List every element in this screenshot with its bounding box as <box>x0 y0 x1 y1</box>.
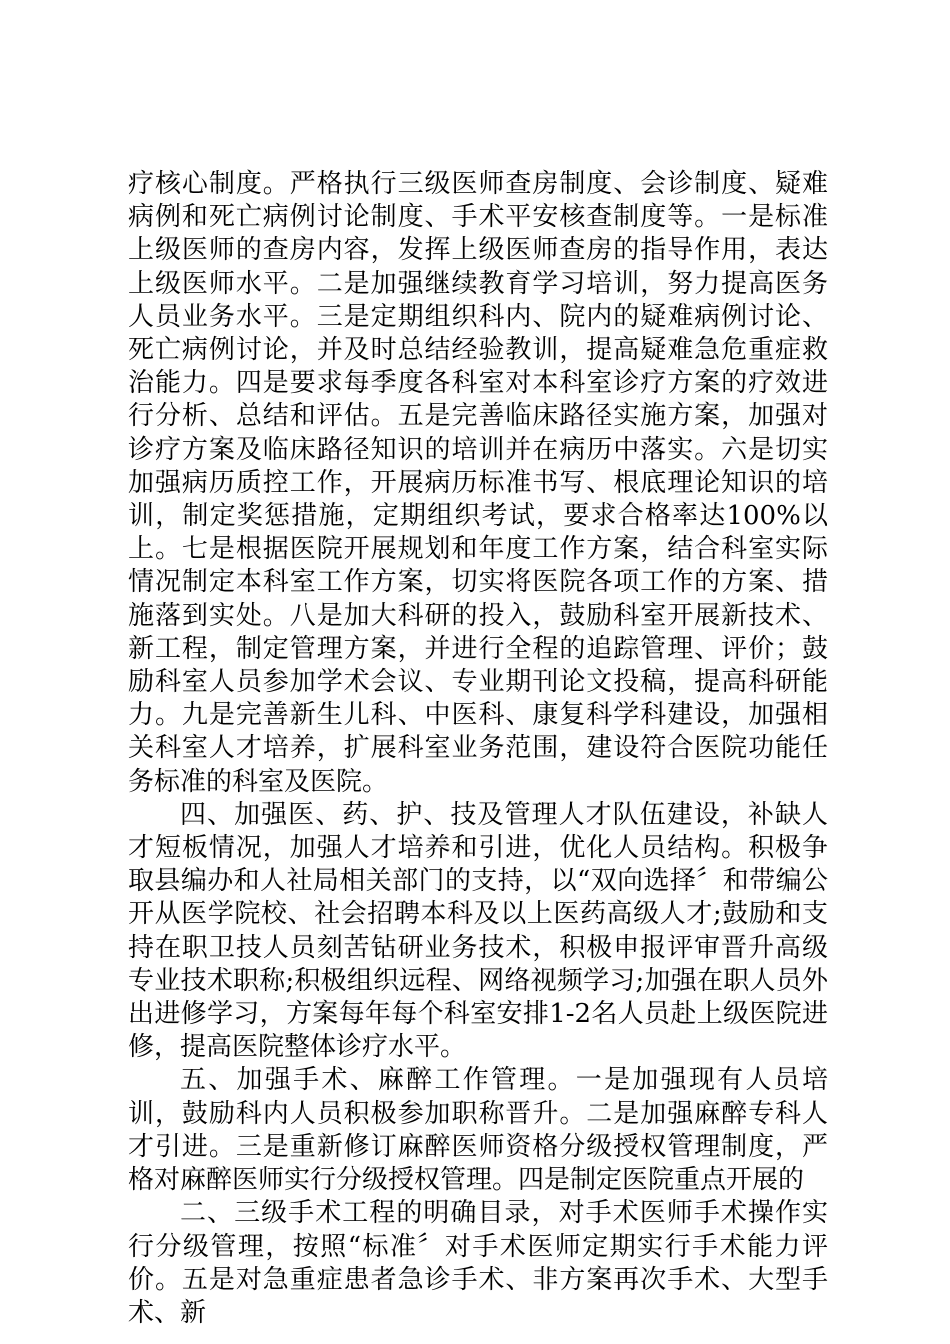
paragraph-surgery-anesthesia: 五、加强手术、麻醉工作管理。一是加强现有人员培训，鼓励科内人员积极参加职称晋升。二是加强麻醉专科人才引进。三是重新修订麻醉医师资格分级授权管理制度，严格对麻醉医师实行分级授权管理。四是制定医院重点开展的 <box>128 1065 828 1196</box>
document-body <box>128 168 828 1330</box>
paragraph-core-systems: 疗核心制度。严格执行三级医师查房制度、会诊制度、疑难病例和死亡病例讨论制度、手术平安核查制度等。一是标准上级医师的查房内容，发挥上级医师查房的指导作用，表达上级医师水平。二是加强继续教育学习培训，努力提高医务人员业务水平。三是定期组织科内、院内的疑难病例讨论、死亡病例讨论，并及时总结经验教训，提高疑难急危重症救治能力。四是要求每季度各科室对本科室诊疗方案的疗效进行分析、总结和评估。五是完善临床路径实施方案，加强对诊疗方案及临床路径知识的培训并在病历中落实。六是切实加强病历质控工作，开展病历标准书写、根底理论知识的培训，制定奖惩措施，定期组织考试，要求合格率达100%以上。七是根据医院开展规划和年度工作方案，结合科室实际情况制定本科室工作方案，切实将医院各项工作的方案、措施落到实处。八是加大科研的投入，鼓励科室开展新技术、新工程，制定管理方案，并进行全程的追踪管理、评价；鼓励科室人员参加学术会议、专业期刊论文投稿，提高科研能力。九是完善新生儿科、中医科、康复科学科建设，加强相关科室人才培养，扩展科室业务范围，建设符合医院功能任务标准的科室及医院。 <box>128 169 828 797</box>
paragraph-surgery-grading: 二、三级手术工程的明确目录，对手术医师手术操作实行分级管理，按照“标准〞对手术医师定期实行手术能力评价。五是对急重症患者急诊手术、非方案再次手术、大型手术、新 <box>128 1198 828 1328</box>
paragraph-talent-team: 四、加强医、药、护、技及管理人才队伍建设，补缺人才短板情况，加强人才培养和引进，优化人员结构。积极争取县编办和人社局相关部门的支持，以“双向选择〞和带编公开从医学院校、社会招聘本科及以上医药高级人才;鼓励和支持在职卫技人员刻苦钻研业务技术，积极申报评审晋升高级专业技术职称;积极组织远程、网络视频学习;加强在职人员外出进修学习，方案每年每个科室安排1-2名人员赴上级医院进修，提高医院整体诊疗水平。 <box>128 799 828 1063</box>
